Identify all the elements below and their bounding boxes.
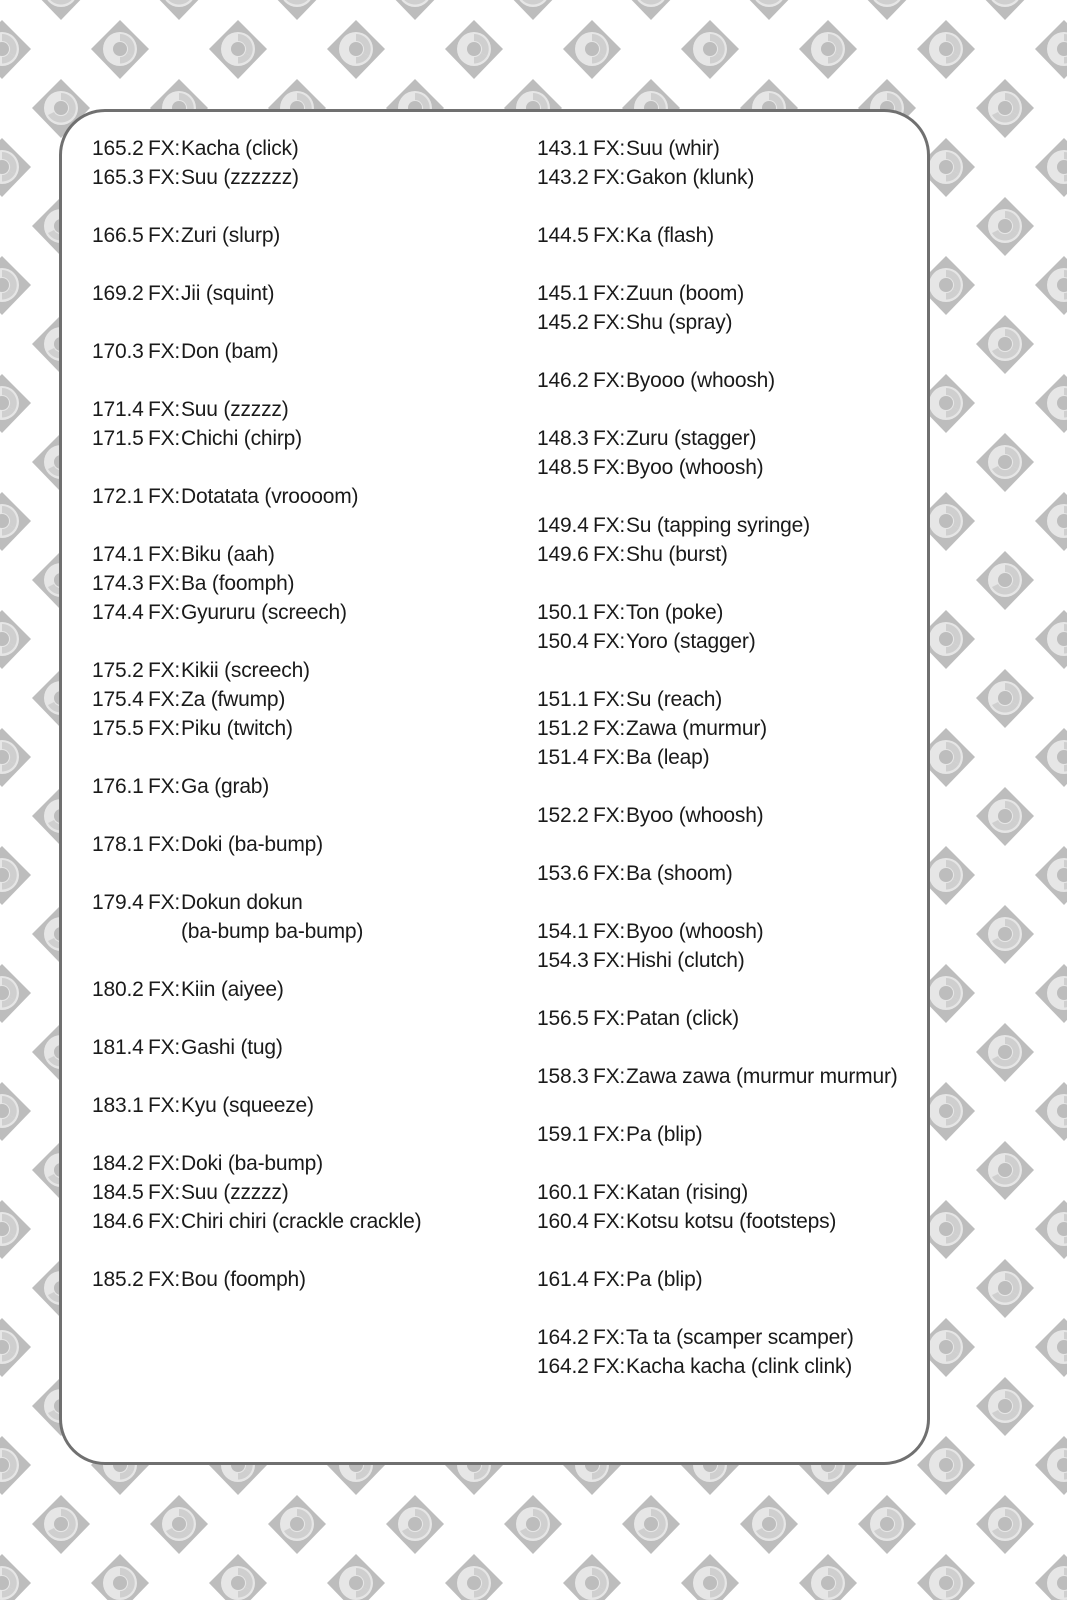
fx-entry	[92, 395, 421, 424]
fx-entry	[537, 366, 898, 395]
fx-entry	[537, 714, 898, 743]
panel-number: 144.5	[537, 224, 589, 247]
fx-label: FX:	[593, 1123, 626, 1146]
fx-entry	[537, 1352, 898, 1381]
fx-entry	[537, 163, 898, 192]
panel-number: 150.1	[537, 601, 589, 624]
fx-label: FX:	[593, 311, 626, 334]
panel-number: 171.4	[92, 398, 144, 421]
panel-number: 174.3	[92, 572, 144, 595]
panel-number: 160.4	[537, 1210, 589, 1233]
fx-entry	[92, 221, 421, 250]
panel-number: 181.4	[92, 1036, 144, 1059]
fx-label: FX:	[593, 688, 626, 711]
panel-number: 184.2	[92, 1152, 144, 1175]
entry-group	[92, 482, 421, 511]
fx-entry	[537, 453, 898, 482]
fx-text: Ba (foomph)	[181, 572, 295, 595]
panel-number: 164.2	[537, 1326, 589, 1349]
panel-number: 148.3	[537, 427, 589, 450]
panel-number: 166.5	[92, 224, 144, 247]
panel-number: 170.3	[92, 340, 144, 363]
entry-group	[537, 685, 898, 772]
panel-number: 152.2	[537, 804, 589, 827]
fx-label: FX:	[593, 514, 626, 537]
fx-label: FX:	[148, 717, 181, 740]
fx-entry	[537, 1178, 898, 1207]
entry-group	[537, 424, 898, 482]
fx-text: Katan (rising)	[626, 1181, 749, 1204]
right-column	[537, 134, 898, 1410]
fx-text: Kyu (squeeze)	[181, 1094, 314, 1117]
fx-label: FX:	[148, 1152, 181, 1175]
fx-entry	[92, 830, 421, 859]
fx-text: Shu (burst)	[626, 543, 728, 566]
fx-entry	[92, 482, 421, 511]
fx-entry	[537, 1207, 898, 1236]
fx-text: Kotsu kotsu (footsteps)	[626, 1210, 837, 1233]
panel-number: 145.2	[537, 311, 589, 334]
fx-entry	[537, 917, 898, 946]
fx-label: FX:	[593, 949, 626, 972]
fx-label: FX:	[148, 1036, 181, 1059]
fx-text: Zuun (boom)	[626, 282, 745, 305]
entry-group	[537, 1062, 898, 1091]
panel-number: 165.3	[92, 166, 144, 189]
fx-label: FX:	[148, 543, 181, 566]
fx-text: Jii (squint)	[181, 282, 275, 305]
entry-group	[537, 221, 898, 250]
entry-group	[537, 598, 898, 656]
fx-text: Chiri chiri (crackle crackle)	[181, 1210, 422, 1233]
entry-group	[537, 917, 898, 975]
entry-group	[537, 1004, 898, 1033]
fx-text: Piku (twitch)	[181, 717, 293, 740]
fx-text: Su (tapping syringe)	[626, 514, 810, 537]
fx-entry	[537, 801, 898, 830]
fx-text: Suu (zzzzz)	[181, 398, 289, 421]
panel-number: 145.1	[537, 282, 589, 305]
left-column	[92, 134, 421, 1323]
panel-number: 143.2	[537, 166, 589, 189]
fx-entry	[92, 134, 421, 163]
fx-label: FX:	[593, 804, 626, 827]
entry-group	[92, 975, 421, 1004]
entry-group	[92, 1033, 421, 1062]
fx-text-continuation: (ba-bump ba-bump)	[181, 920, 364, 943]
fx-label: FX:	[148, 978, 181, 1001]
fx-text: Ba (shoom)	[626, 862, 733, 885]
fx-text: Doki (ba-bump)	[181, 833, 323, 856]
fx-text: Don (bam)	[181, 340, 279, 363]
entry-group	[537, 1120, 898, 1149]
entry-group	[537, 134, 898, 192]
panel-number: 143.1	[537, 137, 589, 160]
panel-number: 146.2	[537, 369, 589, 392]
entry-group	[92, 830, 421, 859]
fx-entry	[92, 714, 421, 743]
fx-label: FX:	[148, 427, 181, 450]
fx-label: FX:	[148, 891, 181, 914]
fx-entry	[537, 627, 898, 656]
fx-label: FX:	[148, 166, 181, 189]
fx-label: FX:	[148, 775, 181, 798]
fx-entry	[537, 1120, 898, 1149]
panel-number: 175.4	[92, 688, 144, 711]
fx-entry	[92, 1178, 421, 1207]
panel-number: 172.1	[92, 485, 144, 508]
fx-text: Ga (grab)	[181, 775, 270, 798]
panel-number: 150.4	[537, 630, 589, 653]
fx-label: FX:	[593, 601, 626, 624]
panel-number: 175.5	[92, 717, 144, 740]
fx-text: Kacha (click)	[181, 137, 299, 160]
entry-group	[92, 395, 421, 453]
fx-text: Hishi (clutch)	[626, 949, 745, 972]
fx-entry	[537, 1265, 898, 1294]
fx-entry	[92, 685, 421, 714]
panel-number: 159.1	[537, 1123, 589, 1146]
fx-entry	[92, 1091, 421, 1120]
panel-number: 151.2	[537, 717, 589, 740]
fx-text: Dotatata (vroooom)	[181, 485, 359, 508]
fx-entry	[537, 134, 898, 163]
panel-number: 178.1	[92, 833, 144, 856]
panel-number: 183.1	[92, 1094, 144, 1117]
panel-number: 180.2	[92, 978, 144, 1001]
fx-entry	[92, 1207, 421, 1236]
panel-number: 153.6	[537, 862, 589, 885]
fx-label: FX:	[593, 1007, 626, 1030]
panel-number: 176.1	[92, 775, 144, 798]
fx-entry	[537, 279, 898, 308]
fx-label: FX:	[148, 688, 181, 711]
entry-group	[537, 801, 898, 830]
fx-label: FX:	[148, 1210, 181, 1233]
fx-label: FX:	[148, 601, 181, 624]
fx-label: FX:	[593, 1065, 626, 1088]
entry-group	[537, 366, 898, 395]
fx-entry	[537, 743, 898, 772]
fx-entry	[537, 685, 898, 714]
fx-text: Za (fwump)	[181, 688, 286, 711]
fx-label: FX:	[593, 1326, 626, 1349]
fx-label: FX:	[593, 427, 626, 450]
fx-text: Yoro (stagger)	[626, 630, 756, 653]
fx-text: Bou (foomph)	[181, 1268, 306, 1291]
fx-label: FX:	[593, 717, 626, 740]
fx-entry	[92, 1265, 421, 1294]
entry-group	[92, 134, 421, 192]
fx-text: Dokun dokun	[181, 891, 303, 914]
fx-label: FX:	[593, 1268, 626, 1291]
fx-label: FX:	[593, 224, 626, 247]
panel-number: 185.2	[92, 1268, 144, 1291]
fx-text: Byoo (whoosh)	[626, 920, 764, 943]
fx-entry	[92, 1149, 421, 1178]
entry-group	[92, 1149, 421, 1236]
panel-number: 148.5	[537, 456, 589, 479]
entry-group	[537, 1178, 898, 1236]
fx-entry	[92, 656, 421, 685]
fx-entry	[92, 598, 421, 627]
fx-entry	[92, 772, 421, 801]
fx-text: Gashi (tug)	[181, 1036, 283, 1059]
fx-text: Byoo (whoosh)	[626, 804, 764, 827]
fx-text: Suu (zzzzz)	[181, 1181, 289, 1204]
entry-group	[537, 1265, 898, 1294]
panel-number: 175.2	[92, 659, 144, 682]
fx-label: FX:	[148, 340, 181, 363]
fx-label: FX:	[148, 659, 181, 682]
fx-label: FX:	[148, 282, 181, 305]
fx-text: Zawa (murmur)	[626, 717, 767, 740]
fx-text: Zuri (slurp)	[181, 224, 281, 247]
fx-entry	[537, 1323, 898, 1352]
panel-number: 151.1	[537, 688, 589, 711]
fx-label: FX:	[148, 1094, 181, 1117]
fx-text: Ka (flash)	[626, 224, 714, 247]
fx-label: FX:	[593, 1210, 626, 1233]
fx-text: Suu (zzzzzz)	[181, 166, 299, 189]
fx-text: Pa (blip)	[626, 1123, 703, 1146]
entry-group	[92, 1265, 421, 1294]
fx-entry	[537, 540, 898, 569]
fx-text: Byoo (whoosh)	[626, 456, 764, 479]
fx-entry	[537, 1062, 898, 1091]
fx-entry	[92, 540, 421, 569]
fx-entry	[537, 511, 898, 540]
fx-entry	[537, 308, 898, 337]
entry-group	[537, 859, 898, 888]
panel-number: 179.4	[92, 891, 144, 914]
panel-number: 165.2	[92, 137, 144, 160]
fx-text: Ton (poke)	[626, 601, 724, 624]
fx-label: FX:	[593, 282, 626, 305]
fx-text: Zuru (stagger)	[626, 427, 757, 450]
panel-number: 174.4	[92, 601, 144, 624]
fx-label: FX:	[593, 920, 626, 943]
entry-group	[92, 772, 421, 801]
panel-number: 184.5	[92, 1181, 144, 1204]
fx-text: Kiin (aiyee)	[181, 978, 284, 1001]
panel-number: 169.2	[92, 282, 144, 305]
panel-number: 171.5	[92, 427, 144, 450]
fx-label: FX:	[593, 746, 626, 769]
fx-label: FX:	[148, 1181, 181, 1204]
fx-label: FX:	[148, 398, 181, 421]
fx-text: Pa (blip)	[626, 1268, 703, 1291]
entry-group	[537, 1323, 898, 1381]
fx-label: FX:	[148, 224, 181, 247]
panel-number: 149.4	[537, 514, 589, 537]
fx-text: Shu (spray)	[626, 311, 733, 334]
fx-text: Su (reach)	[626, 688, 723, 711]
entry-group	[92, 279, 421, 308]
entry-group	[537, 279, 898, 337]
fx-label: FX:	[593, 1181, 626, 1204]
entry-group	[92, 888, 421, 946]
panel-number: 160.1	[537, 1181, 589, 1204]
entry-group	[92, 221, 421, 250]
entry-group	[92, 337, 421, 366]
fx-label: FX:	[593, 543, 626, 566]
fx-label: FX:	[593, 369, 626, 392]
fx-text: Ba (leap)	[626, 746, 710, 769]
fx-text: Byooo (whoosh)	[626, 369, 775, 392]
fx-entry	[92, 888, 421, 917]
fx-text: Chichi (chirp)	[181, 427, 302, 450]
fx-label: FX:	[593, 456, 626, 479]
panel-number: 174.1	[92, 543, 144, 566]
fx-label: FX:	[593, 137, 626, 160]
entry-group	[92, 656, 421, 743]
fx-entry	[92, 975, 421, 1004]
fx-entry	[92, 163, 421, 192]
fx-text: Kikii (screech)	[181, 659, 310, 682]
fx-label: FX:	[593, 1355, 626, 1378]
fx-text: Gakon (klunk)	[626, 166, 755, 189]
fx-entry	[537, 598, 898, 627]
panel-number: 184.6	[92, 1210, 144, 1233]
fx-text: Ta ta (scamper scamper)	[626, 1326, 854, 1349]
fx-entry	[537, 221, 898, 250]
fx-label: FX:	[593, 166, 626, 189]
fx-label: FX:	[148, 485, 181, 508]
fx-entry	[537, 1004, 898, 1033]
fx-entry	[92, 337, 421, 366]
panel-number: 154.3	[537, 949, 589, 972]
fx-entry	[92, 279, 421, 308]
panel-number: 154.1	[537, 920, 589, 943]
panel-number: 156.5	[537, 1007, 589, 1030]
fx-text: Patan (click)	[626, 1007, 739, 1030]
fx-text: Suu (whir)	[626, 137, 720, 160]
fx-entry	[92, 424, 421, 453]
entry-group	[92, 1091, 421, 1120]
fx-entry	[537, 946, 898, 975]
fx-entry	[92, 569, 421, 598]
panel-number: 151.4	[537, 746, 589, 769]
panel-number: 158.3	[537, 1065, 589, 1088]
fx-label: FX:	[148, 833, 181, 856]
fx-label: FX:	[148, 572, 181, 595]
panel-number: 149.6	[537, 543, 589, 566]
panel-number: 161.4	[537, 1268, 589, 1291]
fx-text: Gyururu (screech)	[181, 601, 347, 624]
fx-text: Biku (aah)	[181, 543, 275, 566]
panel-number: 164.2	[537, 1355, 589, 1378]
fx-text: Doki (ba-bump)	[181, 1152, 323, 1175]
fx-entry	[537, 424, 898, 453]
entry-group	[92, 540, 421, 627]
fx-entry	[92, 1033, 421, 1062]
entry-group	[537, 511, 898, 569]
fx-label: FX:	[148, 137, 181, 160]
fx-entry	[537, 859, 898, 888]
fx-text: Zawa zawa (murmur murmur)	[626, 1065, 898, 1088]
fx-label: FX:	[593, 862, 626, 885]
fx-label: FX:	[148, 1268, 181, 1291]
fx-label: FX:	[593, 630, 626, 653]
fx-text: Kacha kacha (clink clink)	[626, 1355, 853, 1378]
